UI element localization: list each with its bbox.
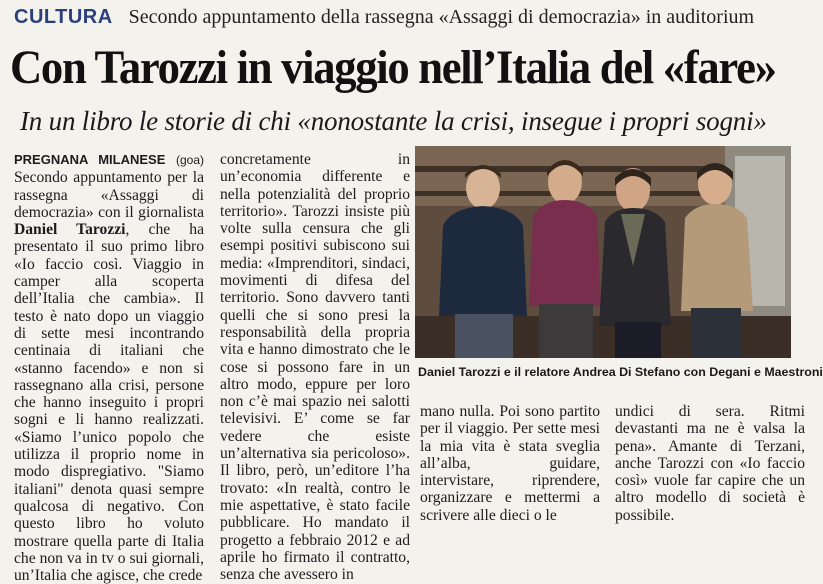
article-text-1b: , che ha presentato il suo primo libro «Io faccio così. Viaggio in camper alla scoperta dell’Italia che cambia». Il testo è nato dopo un viaggio di sette mesi incontrando centinaia di italiani che «stanno facendo» e non si rassegnano alla crisi, persone che hanno inseguito i propri sogni e li hanno realizzati. «Siamo l’unico popolo che utilizza il proprio nome in modo dispregiativo. "Siamo italiani" denota quasi sempre qualcosa di negativo. Con questo libro ho voluto mostrare quella parte di Italia che non va in tv o sui giornali, un’Italia che agisce, che crede — [14, 221, 205, 584]
dateline: PREGNANA MILANESE — [14, 152, 166, 167]
kicker-text: Secondo appuntamento della rassegna «Assaggi di democrazia» in auditorium — [128, 6, 755, 28]
person-name: Daniel Tarozzi — [14, 221, 126, 239]
article-text-1a: Secondo appuntamento per la rassegna «Assaggi di democrazia» con il giornalista — [14, 169, 204, 221]
photo-caption: Daniel Tarozzi e il relatore Andrea Di Stefano con Degani e Maestroni — [418, 365, 823, 379]
article-column-3: mano nulla. Poi sono partito per il viaggio. Per sette mesi la mia vita è stata sveglia all’alba, guidare, intervistare, riprendere, organizzare e mettermi a scrivere alle dieci o le — [420, 403, 600, 524]
kicker-line — [14, 6, 809, 32]
article-column-4: undici di sera. Ritmi devastanti ma ne è valsa la pena». Amante di Terzani, anche Tarozzi con «Io faccio così» vuole far capire che un altro modello di società è possibile. — [615, 403, 805, 524]
article-column-2: concretamente in un’economia differente e nella potenzialità del proprio territorio». Tarozzi insiste più volte sulla censura che gli esempi positivi subiscono sui media: «Imprenditori, sindaci, movimenti di difesa del territorio. Sono davvero tanti quelli che si sono presi la responsabilità della propria vita e hanno dimostrato che le cose si possono fare in un altro modo, eppure per loro non c’è mai spazio nei salotti televisivi. E’ come se far vedere che esiste un’alternativa sia pericoloso». Il libro, però, un’editore l’ha trovato: «In realtà, contro le mie aspettative, è stato facile pubblicare. Ho mandato il progetto a febbraio 2012 e ad aprile ho firmato il contratto, senza che avessero in — [220, 151, 410, 584]
headline: Con Tarozzi in viaggio nell’Italia del «fare» — [10, 41, 776, 94]
byline: (goa) — [175, 153, 204, 167]
photo-illustration — [415, 146, 791, 358]
subheadline: In un libro le storie di chi «nonostante la crisi, insegue i propri sogni» — [20, 106, 767, 136]
article-photo — [415, 146, 791, 358]
section-label: CULTURA — [14, 6, 113, 28]
article-column-1 — [14, 151, 205, 584]
